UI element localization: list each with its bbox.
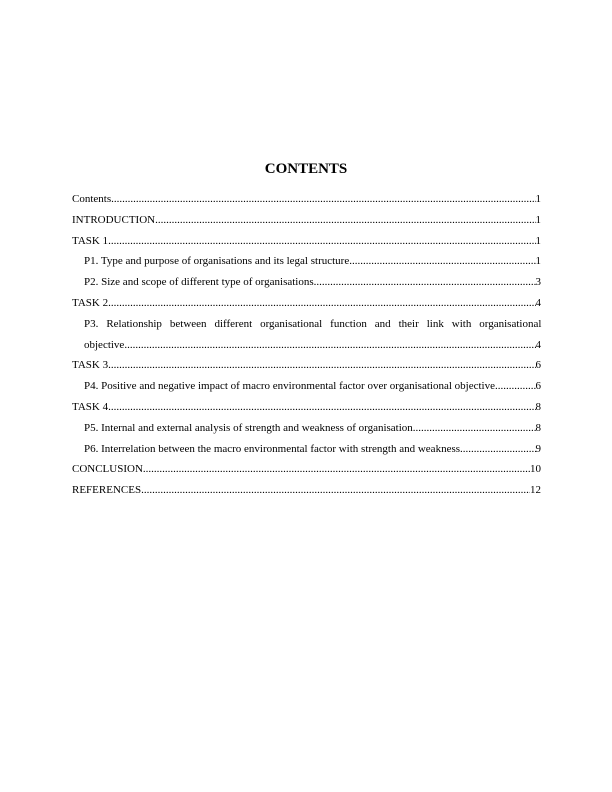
dot-leader	[108, 293, 535, 314]
dot-leader	[495, 376, 536, 397]
toc-page-number: 1	[535, 193, 541, 205]
dot-leader	[108, 397, 535, 418]
dot-leader	[108, 231, 535, 252]
toc-entry-text: P3. Relationship between different organisational function and their link with organisational	[84, 317, 542, 330]
toc-entry-text: objective	[84, 338, 125, 351]
toc-entry-text: TASK 3	[72, 359, 109, 372]
toc-entry-p4[interactable]	[72, 376, 541, 397]
dot-leader	[111, 189, 535, 210]
toc-page-number: 9	[535, 442, 541, 455]
toc-entry-task-2[interactable]	[72, 293, 541, 314]
toc-entry-p2[interactable]	[72, 272, 541, 293]
dot-leader	[413, 418, 536, 439]
dot-leader	[124, 335, 535, 356]
toc-entry-text: Contents	[72, 193, 112, 205]
toc-page-number: 6	[535, 380, 541, 393]
toc-entry-p5[interactable]	[72, 418, 541, 439]
toc-entry-text: P2. Size and scope of different type of organisations	[84, 276, 314, 289]
toc-entry-text: TASK 1	[72, 234, 109, 247]
toc-entry-task-3[interactable]	[72, 355, 541, 376]
toc-entry-conclusion[interactable]	[72, 459, 541, 480]
toc-page-number: 6	[535, 359, 541, 372]
toc-page-number: 3	[535, 276, 541, 289]
toc-entry-introduction[interactable]	[72, 210, 541, 231]
toc-entry-text: TASK 2	[72, 296, 109, 309]
toc-entry-references[interactable]	[72, 480, 541, 501]
dot-leader	[314, 272, 536, 293]
toc-page-number: 1	[535, 234, 541, 247]
toc-entry-task-4[interactable]	[72, 397, 541, 418]
toc-page-number: 4	[535, 338, 541, 351]
toc-entry-text: P4. Positive and negative impact of macro environmental factor over organisational objective	[84, 380, 495, 393]
toc-page-number: 8	[535, 400, 541, 413]
toc-page-number: 4	[535, 296, 541, 309]
dot-leader	[143, 459, 530, 480]
toc-title: CONTENTS	[264, 161, 348, 177]
toc-page-number: 8	[535, 421, 541, 434]
toc-entry-text: P5. Internal and external analysis of strength and weakness of organisation	[84, 421, 413, 434]
dot-leader	[141, 480, 530, 501]
toc-entry-text: CONCLUSION	[72, 463, 143, 476]
dot-leader	[108, 355, 535, 376]
dot-leader	[349, 251, 535, 272]
toc-page-number: 10	[530, 463, 541, 476]
toc-entry-text: P6. Interrelation between the macro environmental factor with strength and weakness	[84, 442, 461, 455]
toc-entry-task-1[interactable]	[72, 231, 541, 252]
toc-entry-p3[interactable]	[72, 314, 541, 335]
toc-entry-text: P1. Type and purpose of organisations and its legal structure	[84, 255, 350, 268]
dot-leader	[460, 439, 535, 460]
toc-entry-p3-continuation[interactable]	[72, 335, 541, 356]
dot-leader	[155, 210, 535, 231]
toc-entry-text: INTRODUCTION	[72, 213, 156, 226]
toc-page-number: 12	[530, 484, 541, 497]
toc-entry-text: TASK 4	[72, 400, 109, 413]
toc-entry-contents[interactable]	[72, 189, 541, 210]
toc-entry-p1[interactable]	[72, 251, 541, 272]
toc-page-number: 1	[535, 255, 541, 268]
toc-entry-p6[interactable]	[72, 439, 541, 460]
toc-list	[72, 189, 541, 501]
toc-page-number: 1	[535, 213, 541, 226]
toc-entry-text: REFERENCES	[72, 484, 142, 497]
